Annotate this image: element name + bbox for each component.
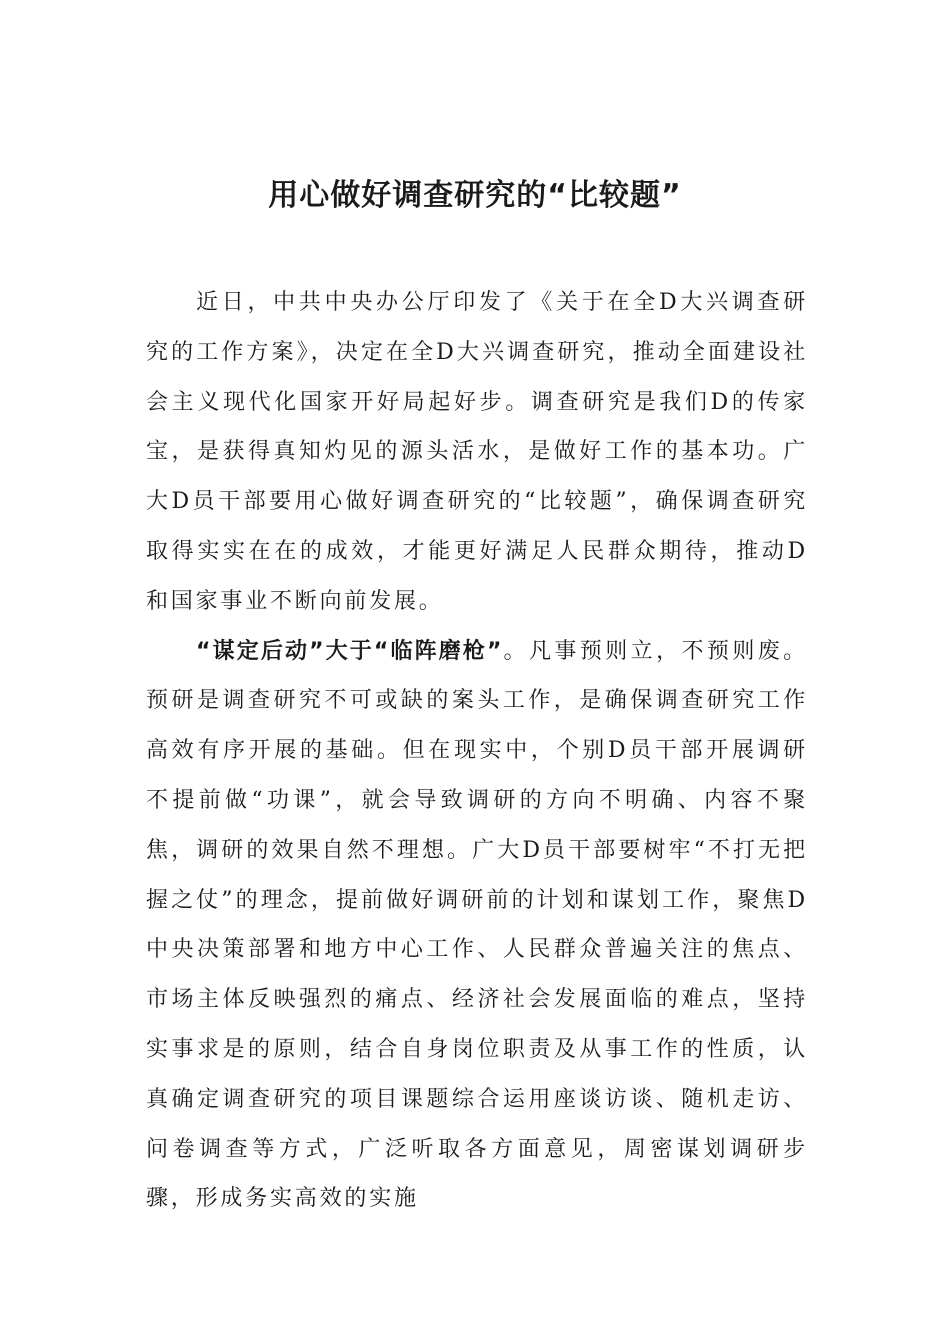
section-text: 。凡事预则立，不预则废。预研是调查研究不可或缺的案头工作，是确保调查研究工作高效有序开展的基础。但在现实中，个别D员干部开展调研不提前做“功课”，就会导致调研的方向不明确、内容不聚焦，调研的效果自然不理想。广大D员干部要树牢“不打无把握之仗”的理念，提前做好调研前的计划和谋划工作，聚焦D中央决策部署和地方中心工作、人民群众普遍关注的焦点、市场主体反映强烈的痛点、经济社会发展面临的难点，坚持实事求是的原则，结合自身岗位职责及从事工作的性质，认真确定调查研究的项目课题综合运用座谈访谈、随机走访、问卷调查等方式，广泛听取各方面意见，周密谋划调研步骤，形成务实高效的实施 bbox=[146, 638, 808, 1212]
document-body bbox=[146, 278, 808, 1224]
paragraph-section-1 bbox=[146, 627, 808, 1225]
document-title: 用心做好调查研究的“比较题” bbox=[268, 178, 682, 213]
paragraph-intro: 近日，中共中央办公厅印发了《关于在全D大兴调查研究的工作方案》，决定在全D大兴调查研究，推动全面建设社会主义现代化国家开好局起好步。调查研究是我们D的传家宝，是获得真知灼见的源头活水，是做好工作的基本功。广大D员干部要用心做好调查研究的“比较题”，确保调查研究取得实实在在的成效，才能更好满足人民群众期待，推动D和国家事业不断向前发展。 bbox=[146, 290, 808, 614]
section-heading: “谋定后动”大于“临阵磨枪” bbox=[196, 638, 503, 664]
